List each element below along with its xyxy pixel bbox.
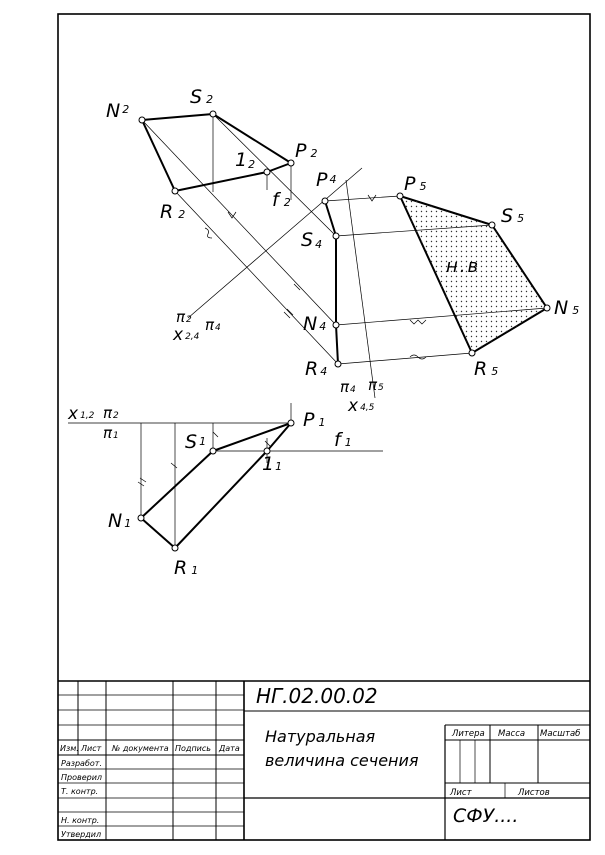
label-n1: N 1 (108, 510, 132, 532)
label-x12: x 1,2 (68, 404, 95, 424)
col-list: Лист (81, 744, 102, 753)
label-f2: f 2 (272, 189, 291, 211)
label-12: 12 (235, 149, 256, 171)
org-name: СФУ.... (453, 805, 519, 827)
row-ncontrol: Н. контр. (61, 816, 100, 825)
label-p4: P 4 (316, 169, 337, 191)
label-pi4-b: π4 (340, 378, 356, 396)
label-n5: N 5 (554, 297, 580, 319)
hdr-litera: Литера (452, 729, 485, 739)
col-doc: № документа (112, 744, 169, 753)
label-pi1-c: π1 (103, 424, 119, 442)
label-pi2-c: π2 (103, 404, 119, 422)
doc-title-line1: Натуральная (265, 727, 376, 746)
label-s2: S 2 (190, 86, 214, 108)
hdr-sheet: Лист (450, 788, 472, 798)
label-pi4-a: π4 (205, 316, 221, 334)
label-p5: P 5 (404, 173, 427, 195)
hdr-scale: Масштаб (540, 729, 581, 739)
label-pi5-b: π5 (368, 376, 384, 394)
label-pi2-a: π2 (176, 308, 192, 326)
label-x24: x 2,4 (173, 325, 200, 345)
label-r2: R 2 (160, 201, 186, 223)
label-s5: S 5 (501, 205, 525, 227)
label-s1: S 1 (185, 431, 207, 453)
label-s4: S 4 (301, 229, 323, 251)
doc-code: НГ.02.00.02 (256, 684, 378, 708)
hdr-mass: Масса (498, 729, 526, 739)
label-n4: N 4 (303, 313, 327, 335)
row-tcontrol: Т. контр. (61, 787, 99, 796)
label-p1: P 1 (303, 409, 326, 431)
doc-title-line2: величина сечения (265, 751, 419, 770)
col-date: Дата (219, 744, 240, 753)
col-izm: Изм. (60, 744, 79, 753)
label-f1: f 1 (334, 429, 352, 451)
label-r1: R 1 (174, 557, 199, 579)
label-r4: R 4 (305, 358, 328, 380)
label-n2: N $^2$ (106, 100, 130, 122)
label-11: 11 (262, 453, 283, 475)
hdr-sheets: Листов (518, 788, 550, 798)
label-x45: x 4,5 (348, 396, 375, 416)
row-developed: Разработ. (61, 759, 102, 768)
label-r5: R 5 (474, 358, 499, 380)
label-p2: P 2 (295, 140, 318, 162)
col-sign: Подпись (175, 744, 211, 753)
true-size-label: н.в (446, 256, 481, 277)
row-checked: Проверил (61, 773, 103, 782)
row-approved: Утвердил (61, 830, 102, 839)
